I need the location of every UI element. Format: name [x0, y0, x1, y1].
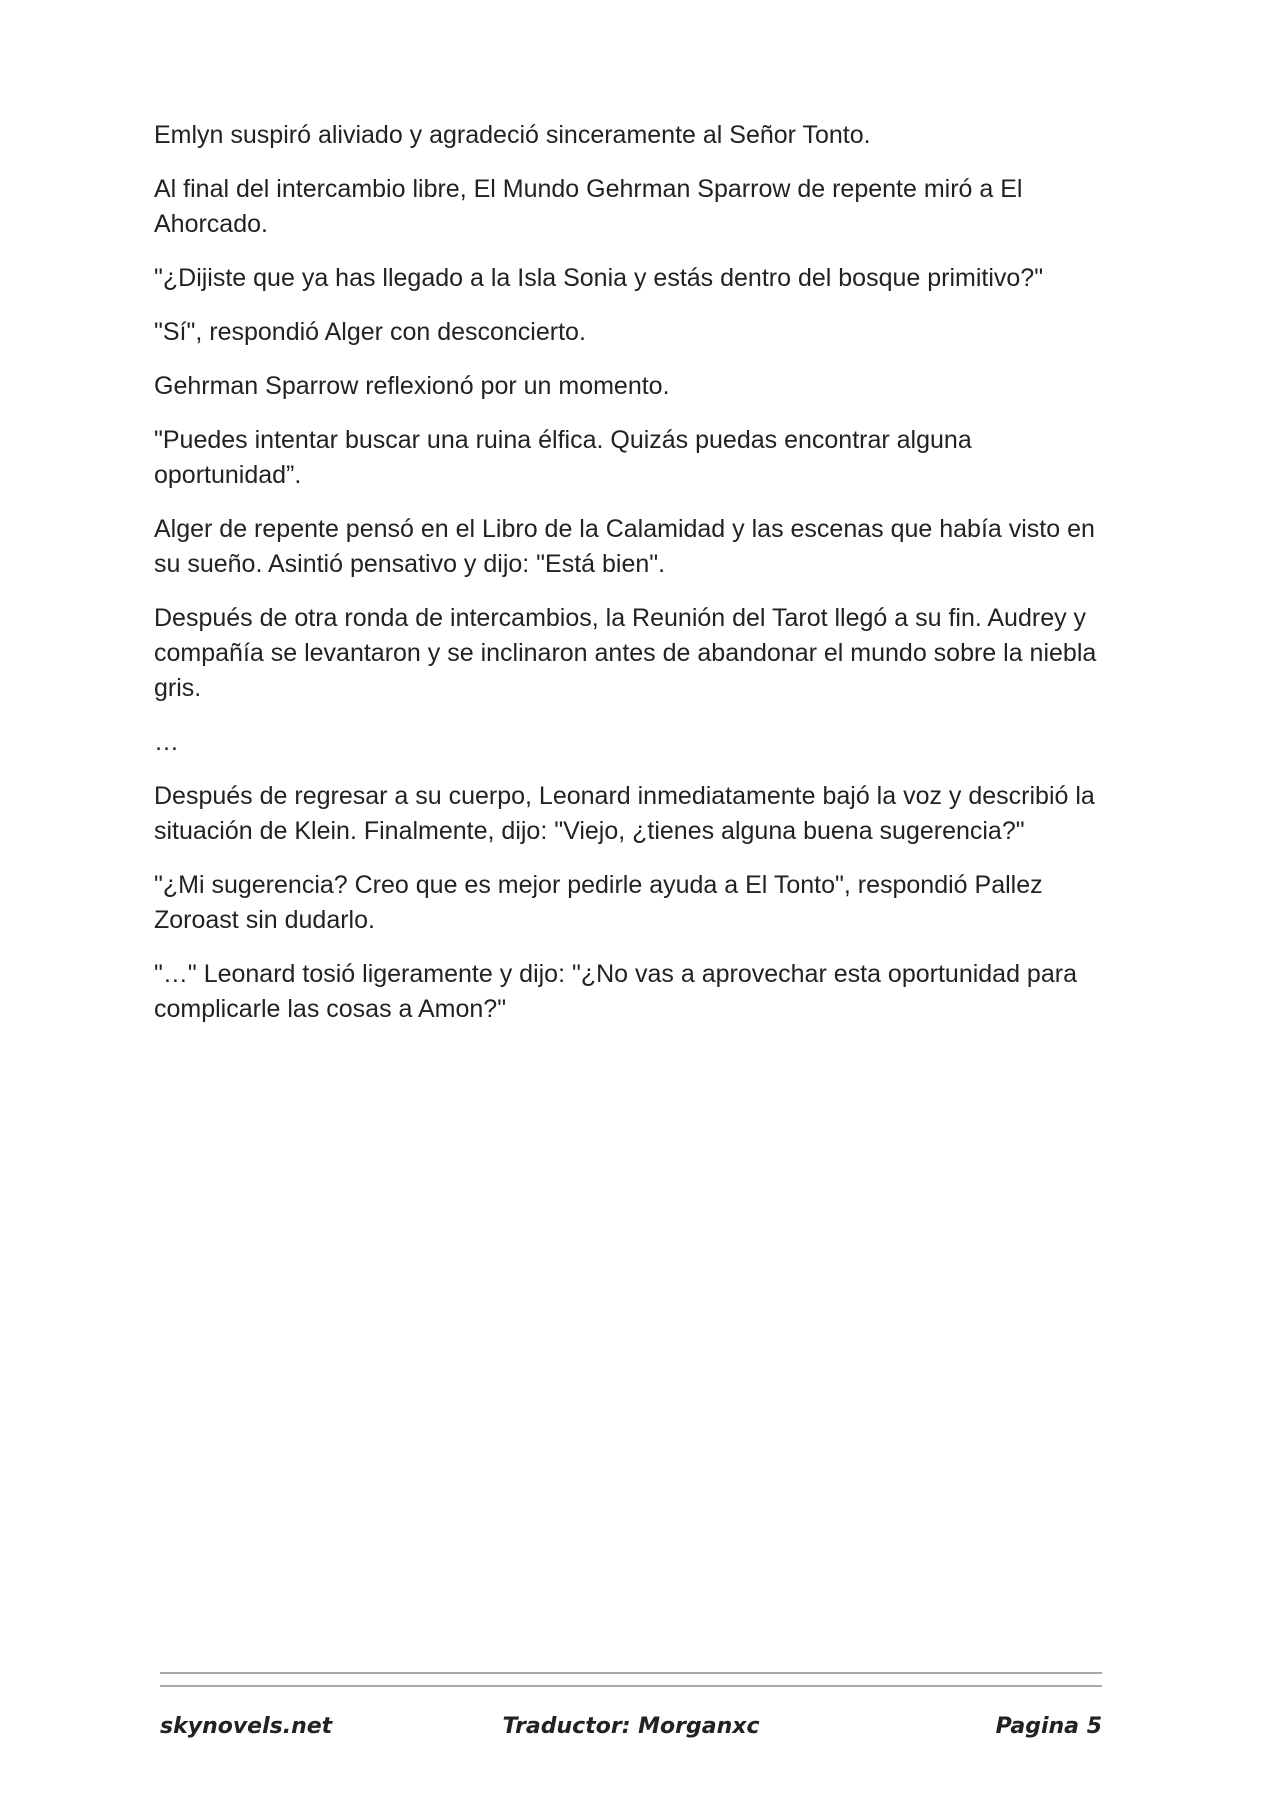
page-footer [160, 1714, 1102, 1750]
footer-rule-top [160, 1672, 1102, 1674]
paragraph: "¿Dijiste que ya has llegado a la Isla Sonia y estás dentro del bosque primitivo?" [154, 264, 1044, 292]
footer-site: skynovels.net [160, 1714, 333, 1739]
footer-rule-bottom [160, 1685, 1102, 1687]
footer-page-number: Pagina 5 [995, 1714, 1102, 1739]
paragraph: Al final del intercambio libre, El Mundo Gehrman Sparrow de repente miró a El Ahorcado. [154, 175, 1023, 238]
paragraph: "…" Leonard tosió ligeramente y dijo: "¿No vas a aprovechar esta oportunidad para complicarle las cosas a Amon?" [154, 960, 1077, 1023]
paragraph: Después de regresar a su cuerpo, Leonard inmediatamente bajó la voz y describió la situación de Klein. Finalmente, dijo: "Viejo, ¿tienes alguna buena sugerencia?" [154, 782, 1095, 845]
paragraph: Gehrman Sparrow reflexionó por un momento. [154, 372, 670, 400]
paragraph: "¿Mi sugerencia? Creo que es mejor pedirle ayuda a El Tonto", respondió Pallez Zoroast sin dudarlo. [154, 871, 1043, 934]
paragraph: "Sí", respondió Alger con desconcierto. [154, 318, 586, 346]
page-body [154, 118, 1114, 1046]
paragraph: Alger de repente pensó en el Libro de la Calamidad y las escenas que había visto en su sueño. Asintió pensativo y dijo: "Está bien". [154, 515, 1095, 578]
paragraph: Emlyn suspiró aliviado y agradeció sinceramente al Señor Tonto. [154, 121, 871, 149]
paragraph-ellipsis: … [154, 728, 179, 756]
paragraph: Después de otra ronda de intercambios, la Reunión del Tarot llegó a su fin. Audrey y compañía se levantaron y se inclinaron antes de abandonar el mundo sobre la niebla gris. [154, 604, 1097, 702]
footer-translator: Traductor: Morganxc [502, 1714, 760, 1739]
paragraph: "Puedes intentar buscar una ruina élfica. Quizás puedas encontrar alguna oportunidad”. [154, 426, 972, 489]
footer-divider [160, 1672, 1102, 1698]
